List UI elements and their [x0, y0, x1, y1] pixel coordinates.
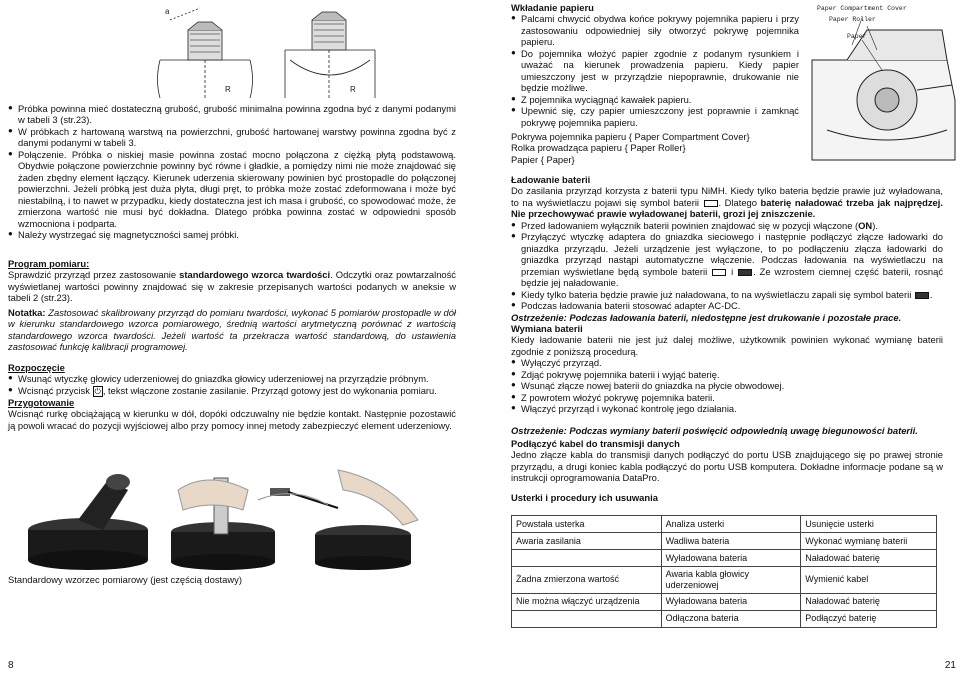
list-item: ● Do pojemnika włożyć papier zgodnie z podanym rysunkiem i uważać na kierunek prowadzenia papieru. Kiedy papier umieszczony jest w przyrządzie niepoprawnie, drukowanie nie będzie możliwe. [511, 48, 799, 94]
table-cell: Odłączona bateria [661, 610, 801, 627]
figure-label-r: R [225, 85, 231, 94]
start-section [8, 362, 456, 431]
battery-icon [712, 269, 726, 276]
table-row [512, 533, 937, 550]
power-button-icon: ⏻ [94, 386, 101, 396]
figure-label-paper: Paper [847, 33, 867, 40]
list-item: ● Z pojemnika wyciągnąć kawałek papieru. [511, 94, 799, 105]
list-item: ● Próbka powinna mieć dostateczną grubość, grubość minimalna powinna zgodna być z danymi podanymi w tabeli 3 (str.23). [8, 103, 456, 126]
list-item: ● Wsunąć wtyczkę głowicy uderzeniowej do gniazdka głowicy uderzeniowej na przyrządzie próbnym. [8, 373, 456, 384]
right-page [480, 0, 960, 675]
table-row [512, 610, 937, 627]
list-item: ● Palcami chwycić obydwa końce pokrywy pojemnika papieru i przy zastosowaniu odpowiedniej siły otworzyć pokrywę pojemnika papieru. [511, 13, 799, 47]
table-cell: Wyładowana bateria [661, 593, 801, 610]
list-item: ● Kiedy tylko bateria będzie prawie już naładowana, to na wyświetlaczu zapali się symbol baterii . [511, 289, 943, 300]
battery-charging-icon [738, 269, 752, 276]
legend-line: Pokrywa pojemnika papieru { Paper Compartment Cover} [511, 131, 750, 142]
program-section [8, 258, 456, 304]
photo-caption: Standardowy wzorzec pomiarowy (jest częścią dostawy) [8, 574, 242, 585]
table-cell: Awaria zasilania [512, 533, 662, 550]
table-cell: Wykonać wymianę baterii [801, 533, 937, 550]
table-cell: Żadna zmierzona wartość [512, 567, 662, 594]
list-item: ● Wyłączyć przyrząd. [511, 357, 943, 368]
table-cell: Podłączyć baterię [801, 610, 937, 627]
table-cell: Naładować baterię [801, 593, 937, 610]
note-text: Zastosować skalibrowany przyrząd do pomiaru twardości, wykonać 5 pomiarów prostopadle w dół w kierunku standardowego wzorca pomiarowego, średnią wartości arytmetyczną porównać z wartością standardowego wzorca twardości. Jeżeli wartość ta przekracza wartość standardową, do ustawienia zastosować funkcję kalibracji programowej. [8, 307, 456, 353]
figure-label-r: R [350, 85, 356, 94]
section-heading: Rozpoczęcie [8, 362, 65, 373]
full-battery-icon [915, 292, 929, 299]
table-cell [512, 550, 662, 567]
list-item: ● Podczas ładowania baterii stosować adapter AC-DC. [511, 300, 943, 311]
section-heading: Wymiana baterii [511, 323, 583, 334]
list-item: ● Przed ładowaniem wyłącznik baterii powinien znajdować się w pozycji włączone (ON). [511, 220, 943, 231]
battery-replace-section [511, 323, 943, 436]
data-cable-section [511, 438, 943, 484]
battery-text: Do zasilania przyrząd korzysta z baterii typu NiMH. Kiedy tylko bateria będzie prawie już wyładowana, to na wyświetlaczu pojawi się symbol baterii . Dlatego baterię naładować trzeba jak najprędzej. Nie przechowywać prawie wyładowanej baterii, grozi jej zniszczenie. [511, 185, 943, 220]
list-item: ● W próbkach z hartowaną warstwą na powierzchni, grubość hartowanej warstwy powinna zgodna być z danymi podanymi w tabeli 3. [8, 126, 456, 149]
paper-section [511, 2, 799, 128]
troubleshooting-table [511, 515, 937, 628]
prep-text: Wcisnąć rurkę obciążającą w kierunku w dół, dopóki odczuwalny nie będzie kontakt. Następnie pozostawić ją powoli wracać do pozycji wyjściowej albo przy pomocy innej metody zabezpieczyć element uderzeniowy. [8, 408, 456, 431]
section-heading: Podłączyć kabel do transmisji danych [511, 438, 680, 449]
table-cell: Usunięcie usterki [801, 516, 937, 533]
table-cell: Wyładowana bateria [661, 550, 801, 567]
table-cell: Naładować baterię [801, 550, 937, 567]
table-cell: Analiza usterki [661, 516, 801, 533]
replace-warning: Ostrzeżenie: Podczas wymiany baterii poświęcić odpowiednią uwagę biegunowości baterii. [511, 424, 918, 436]
legend-line: Papier { Paper} [511, 153, 575, 165]
section-heading: Ładowanie baterii [511, 174, 591, 185]
replace-text: Kiedy ładowanie baterii nie jest już dalej możliwe, użytkownik powinien wykonać wymianę baterii zgodnie z poniższą procedurą. [511, 334, 943, 357]
page-number: 21 [944, 660, 956, 671]
section-heading: Usterki i procedury ich usuwania [511, 492, 658, 503]
list-item: ● Należy wystrzegać się magnetyczności samej próbki. [8, 229, 456, 240]
figure-label-a: a [165, 7, 170, 16]
table-cell [512, 610, 662, 627]
note-label: Notatka: [8, 307, 46, 318]
section-heading: Program pomiaru: [8, 258, 90, 269]
table-row [512, 567, 937, 594]
printer-paper-figure [807, 0, 957, 165]
table-cell: Nie można włączyć urządzenia [512, 593, 662, 610]
table-row [512, 516, 937, 533]
sample-cross-section-figure [140, 0, 390, 98]
list-item: ● Włączyć przyrząd i wykonać kontrolę jego działania. [511, 403, 943, 414]
cable-text: Jedno złącze kabla do transmisji danych podłączyć do portu USB znajdującego się po prawej stronie przyrządu, a drugi koniec kabla podłączyć do portu USB komputera. Dokładne informacje podane są w instrukcji oprogramowania DataPro. [511, 449, 943, 484]
sample-requirements-list [8, 103, 456, 241]
section-heading: Wkładanie papieru [511, 2, 594, 13]
figure-label-roller: Paper Roller [829, 16, 876, 23]
list-item: ● Wsunąć złącze nowej baterii do gniazdka na płycie obwodowej. [511, 380, 943, 391]
list-item: ● Wcisnąć przycisk ⏻ , tekst włączone zostanie zasilanie. Przyrząd gotowy jest do wykonania pomiaru. [8, 385, 456, 397]
list-item: ● Z powrotem włożyć pokrywę pojemnika baterii. [511, 392, 943, 403]
table-row [512, 593, 937, 610]
figure-label-cover: Paper Compartment Cover [817, 5, 907, 12]
section-heading: Przygotowanie [8, 396, 75, 408]
legend-line: Rolka prowadząca papieru { Paper Roller} [511, 142, 686, 154]
program-text: Sprawdzić przyrząd przez zastosowanie standardowego wzorca twardości. Odczytki oraz powtarzalność wyświetlanej wartości powinny znajdować się w zakresie przepisanych wartości podanych w aneksie w tabeli 2 (str.23). [8, 269, 456, 304]
table-cell: Powstała usterka [512, 516, 662, 533]
list-item: ● Przyłączyć wtyczkę adaptera do gniazdka sieciowego i następnie podłączyć złącze ładowarki do gniazdka przyrządu. Jeżeli urządzenie jest wyłączone, to po podłączeniu złącza ładowarki do gniazdka przyrząd nastąpi automatyczne włączenie. Podczas ładowania na wyświetlaczu na przemian wyświetlane będą symbole baterii i . Ze wzrostem ciemnej część baterii, rosnąć będzie jej naładowanie. [511, 231, 943, 288]
table-row [512, 550, 937, 567]
list-item: ● Upewnić się, czy papier umieszczony jest poprawnie i zamknąć pokrywę pojemnika papieru. [511, 105, 799, 128]
battery-warning: Ostrzeżenie: Podczas ładowania baterii, niedostępne jest drukowanie i pozostałe prace. [511, 311, 902, 323]
battery-section [511, 174, 943, 323]
table-cell: Awaria kabla głowicy uderzeniowej [661, 567, 801, 594]
list-item: ● Zdjąć pokrywę pojemnika baterii i wyjąć baterię. [511, 369, 943, 380]
printer-legend [511, 131, 811, 165]
note-section [8, 307, 456, 353]
list-item: ● Połączenie. Próbka o niskiej masie powinna zostać mocno połączona z ciężką płytą podstawową. Obydwie połączone powierzchnie powinny być równe i gładkie, a pomiędzy nimi nie może znajdować się żaden zbędny element łączący. Kierunek uderzenia skierowany powinien być prostopadle do połączonej powierzchni. Jeżeli próbką jest duża płyta, długi pręt, to próbka może zostać zdeformowana i może być niestabilną, i to nawet w przypadku, kiedy dostateczna jest ich masa i grubość, co spowodować może, że zmierzona wartość nie musi być dokładna. Dlatego próbka powinna zostać w odpowiedni sposób wzmocniona i podparta. [8, 149, 456, 229]
hardness-tester-photo [8, 460, 470, 570]
table-cell: Wymienić kabel [801, 567, 937, 594]
table-cell: Wadliwa bateria [661, 533, 801, 550]
page-number: 8 [8, 660, 14, 671]
empty-battery-icon [704, 200, 718, 207]
